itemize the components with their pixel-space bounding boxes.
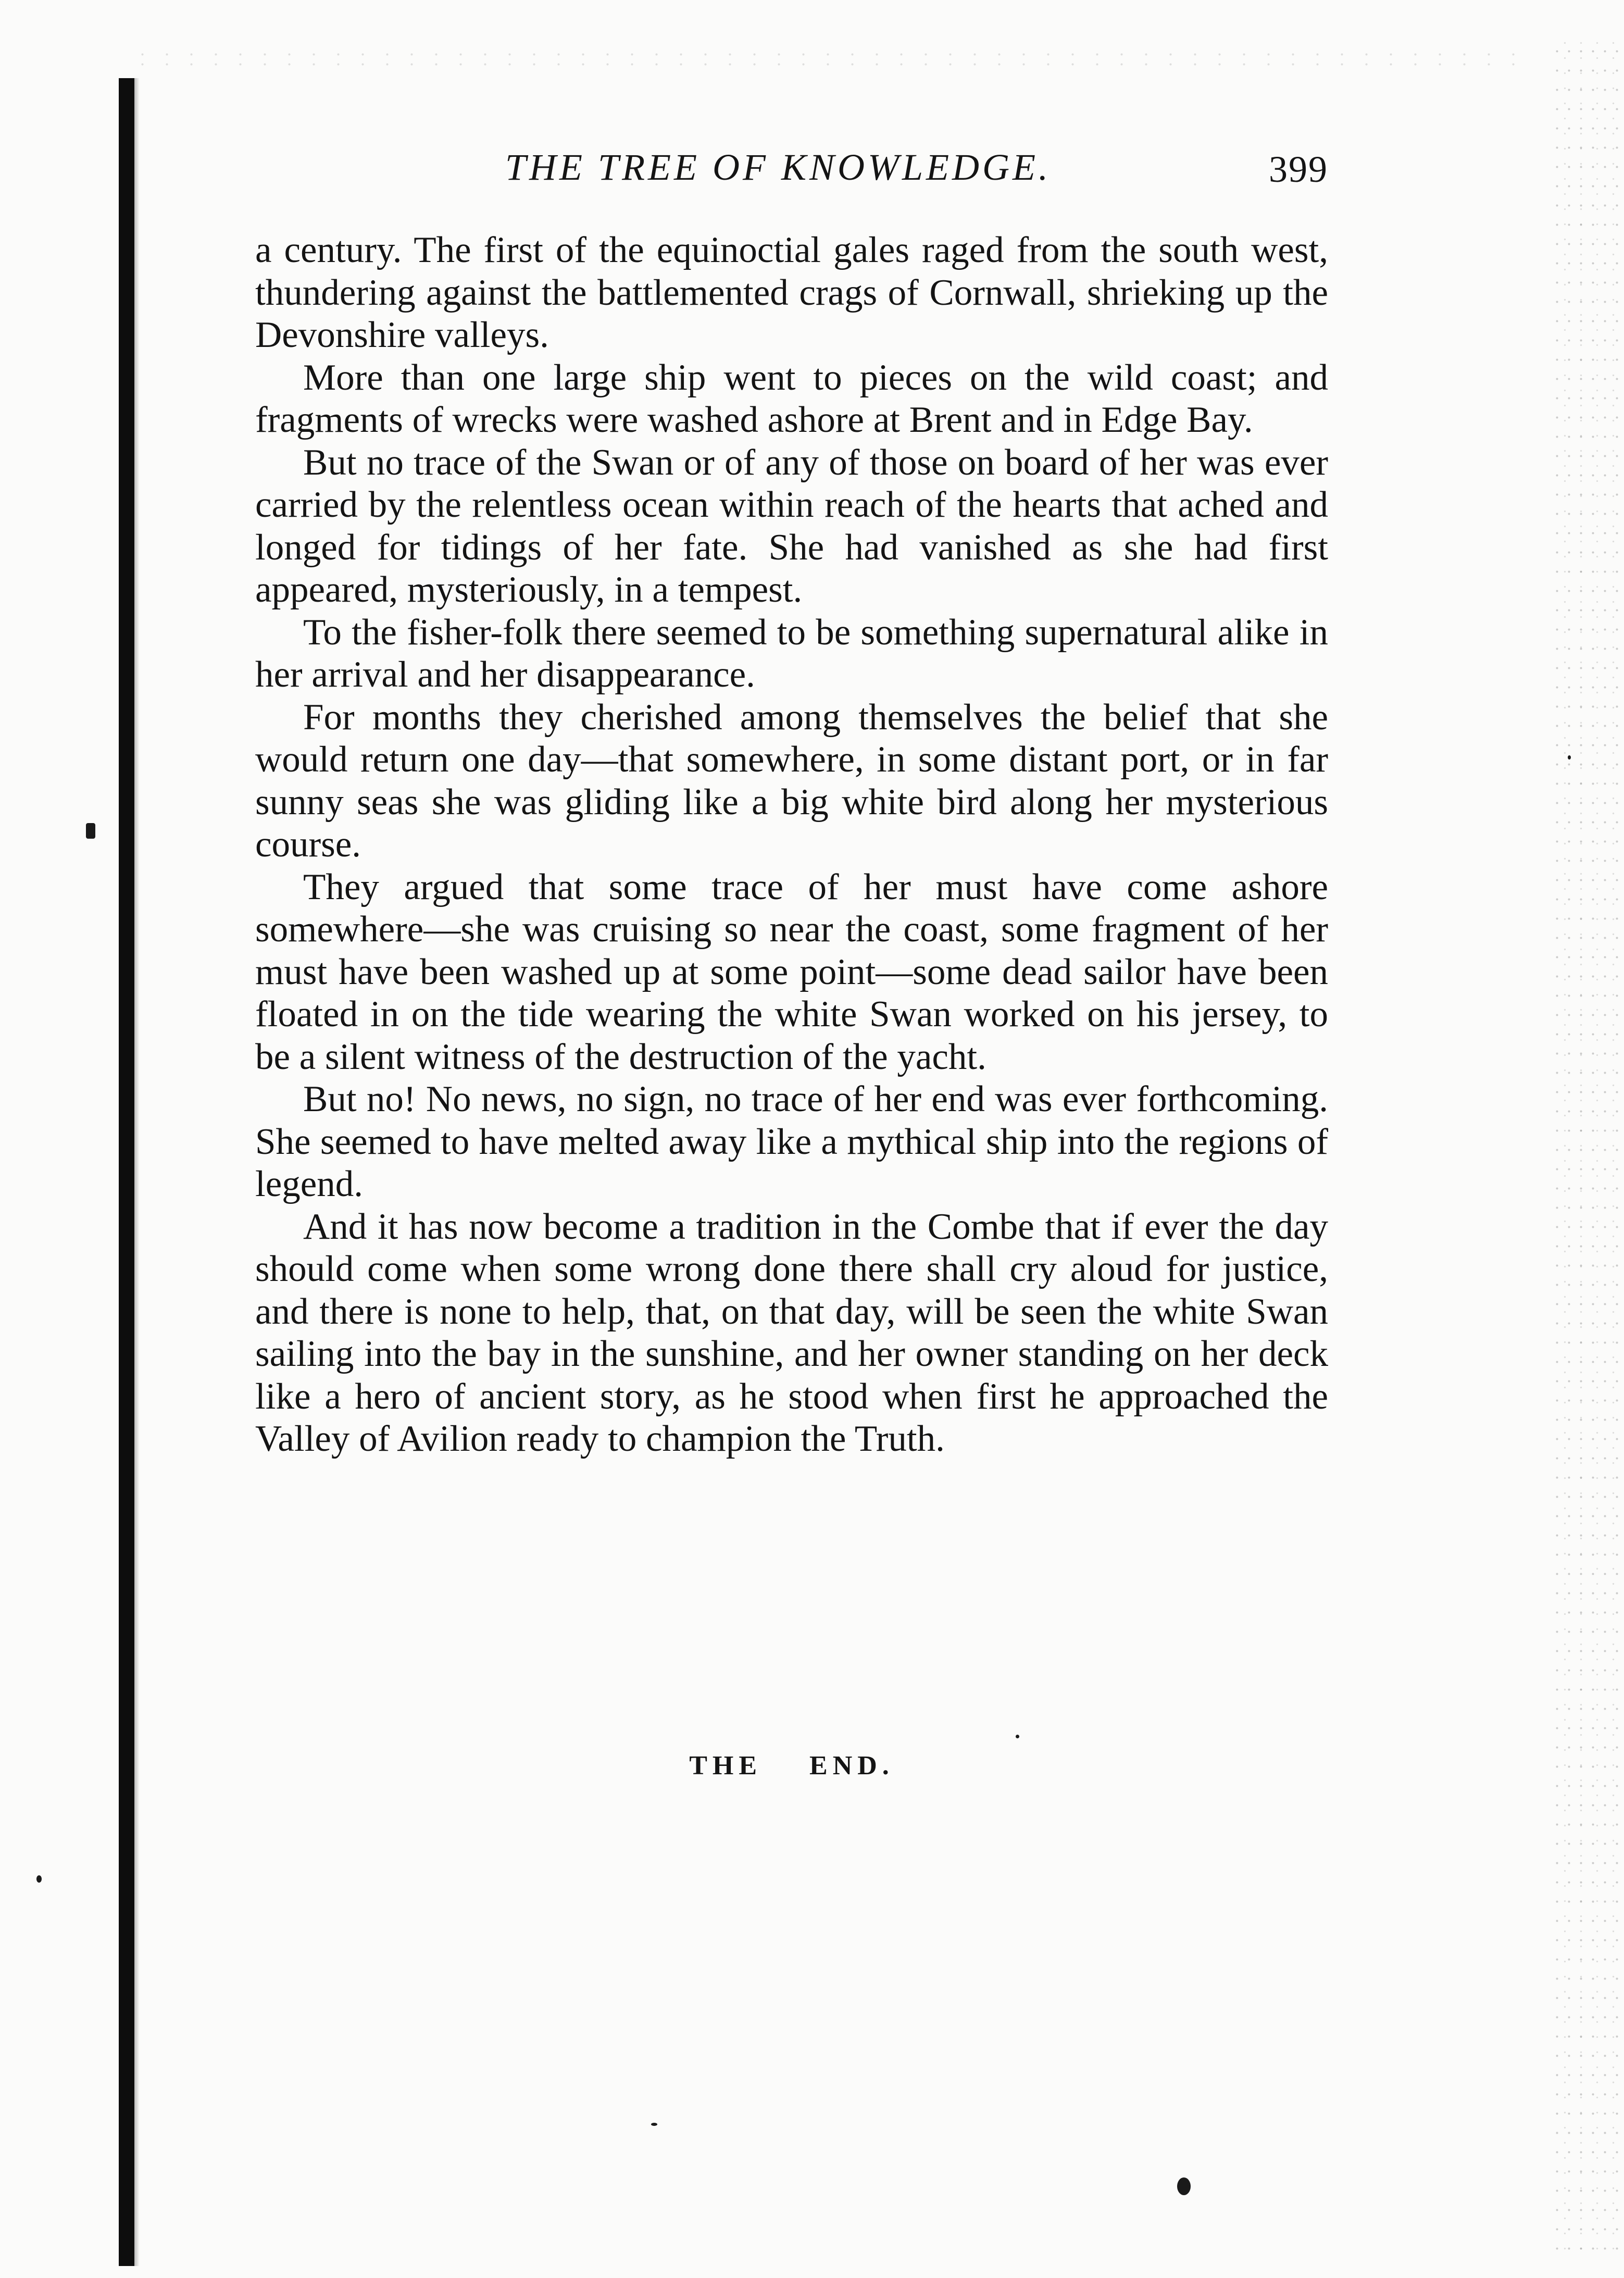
end-mark xyxy=(255,1750,1328,1781)
scan-noise-right xyxy=(1551,42,1624,2256)
running-header xyxy=(255,146,1328,203)
scan-speck xyxy=(1568,755,1571,760)
end-word-end: END. xyxy=(809,1751,894,1781)
page-number: 399 xyxy=(1269,148,1328,190)
paragraph-6: They argued that some trace of her must have come ashore somewhere—she was cruising so near the coast, some fragment of her must have been washed up at some point—some dead sailor have been floated in on the tide wearing the white Swan worked on his jersey, to be a silent witness of the destruction of the yacht. xyxy=(255,866,1328,1077)
paragraph-4: To the fisher-folk there seemed to be something supernatural alike in her arrival and her disappearance. xyxy=(255,612,1328,695)
paragraph-2: More than one large ship went to pieces on the wild coast; and fragments of wrecks were washed ashore at Brent and in Edge Bay. xyxy=(255,357,1328,440)
scan-speck xyxy=(1016,1735,1019,1738)
paragraph-3: But no trace of the Swan or of any of those on board of her was ever carried by the relentless ocean within reach of the hearts that ached and longed for tidings of her fate. She had vanished as she had first appeared, mysteriously, in a tempest. xyxy=(255,442,1328,610)
scan-speck xyxy=(651,2123,657,2126)
scan-speck xyxy=(36,1875,42,1883)
scan-speck xyxy=(1177,2177,1191,2195)
paragraph-5: For months they cherished among themselves the belief that she would return one day—that somewhere, in some distant port, or in far sunny seas she was gliding like a big white bird along her mysterious course. xyxy=(255,696,1328,865)
body-text xyxy=(255,229,1328,1461)
scan-noise-top xyxy=(130,49,1536,70)
paragraph-7: But no! No news, no sign, no trace of her end was ever forthcoming. She seemed to have melted away like a mythical ship into the regions of legend. xyxy=(255,1079,1328,1204)
page-binding-edge xyxy=(119,78,134,2266)
end-word-the: THE xyxy=(689,1751,763,1781)
paragraph-8: And it has now become a tradition in the Combe that if ever the day should come when some wrong done there shall cry aloud for justice, and there is none to help, that, on that day, will be seen the white Swan sailing into the bay in the sunshine, and her owner standing on her deck like a hero of ancient story, as he stood when first he approached the Valley of Avilion ready to champion the Truth. xyxy=(255,1206,1328,1459)
scan-speck xyxy=(86,823,95,839)
binding-shadow xyxy=(134,78,140,2266)
running-title: THE TREE OF KNOWLEDGE. xyxy=(505,146,1051,188)
paragraph-1: a century. The first of the equinoctial gales raged from the south west, thundering against the battlemented crags of Cornwall, shrieking up the Devonshire valleys. xyxy=(255,230,1328,355)
